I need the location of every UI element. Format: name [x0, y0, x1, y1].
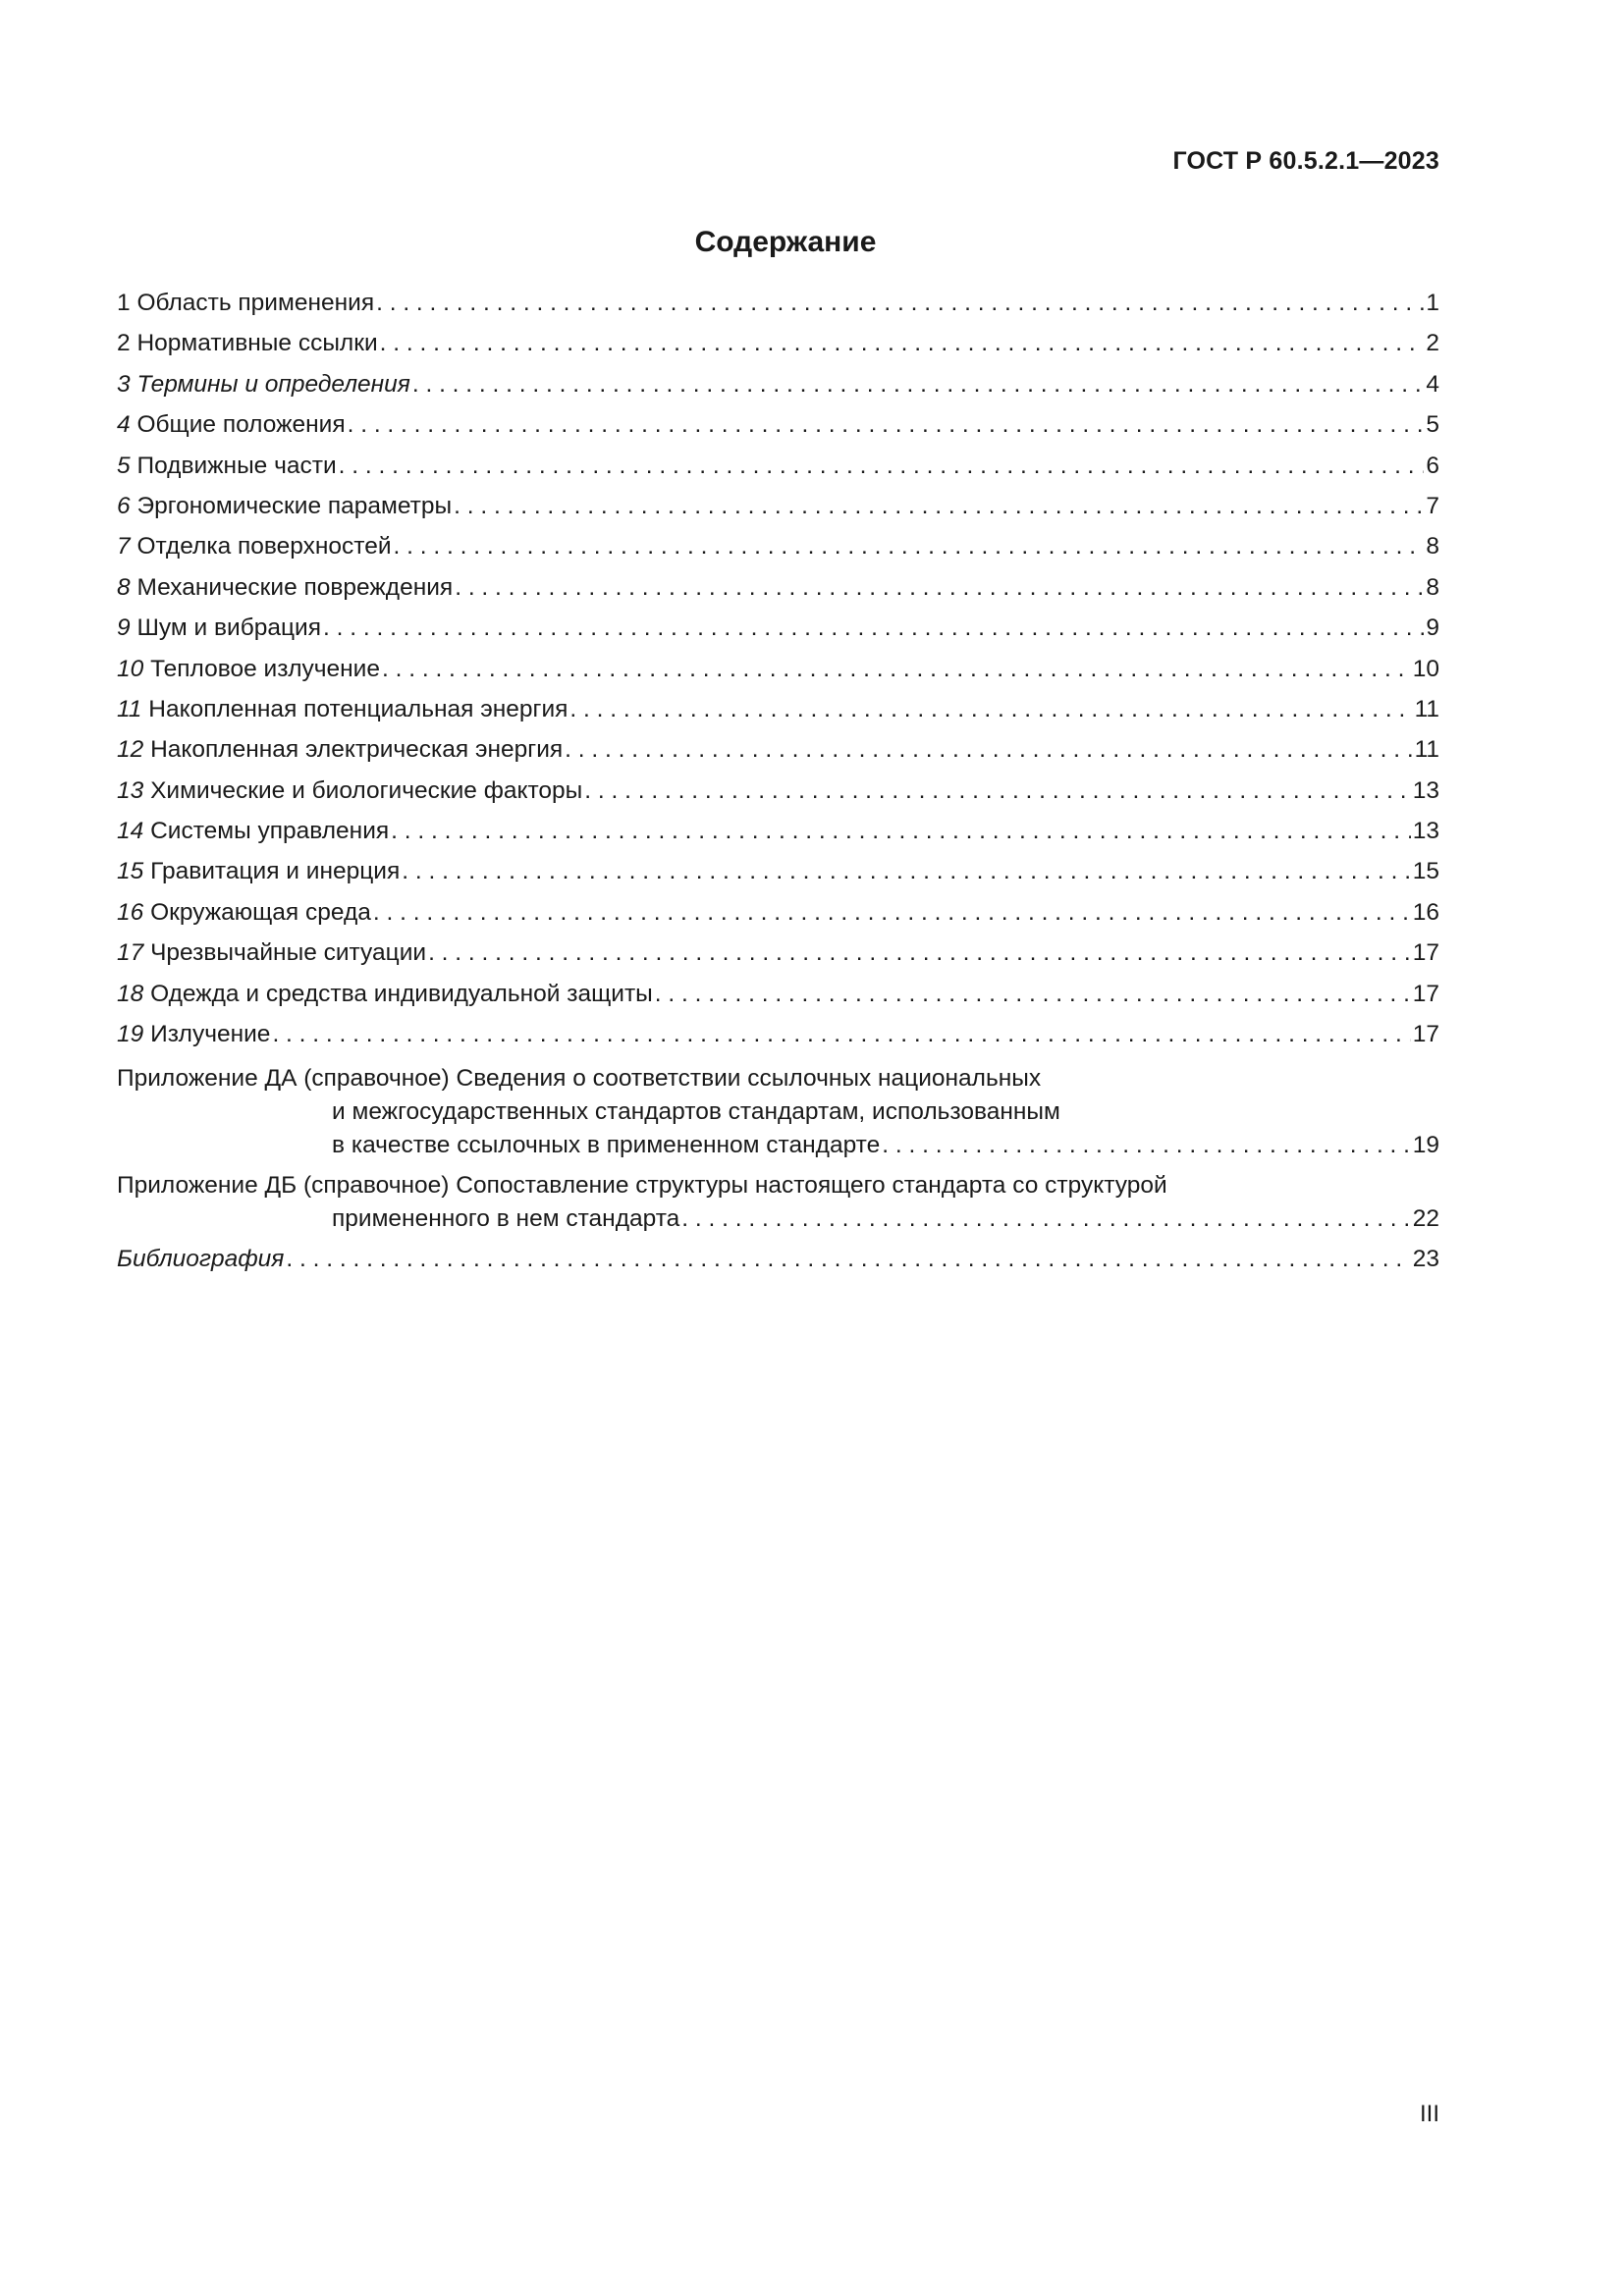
toc-entry[interactable]: [117, 653, 1439, 693]
dot-leader: [402, 855, 1411, 888]
toc-entry-text: Область применения: [136, 290, 375, 316]
toc-entry-number: 14: [117, 818, 144, 845]
toc-entry-number: 3: [117, 370, 131, 398]
toc-page-number: 17: [1412, 1021, 1439, 1048]
toc-page-number: 1: [1426, 290, 1439, 316]
appendix-last-line: [117, 1129, 1439, 1162]
dot-leader: [412, 368, 1425, 401]
toc-entry-bibliography[interactable]: [117, 1243, 1439, 1283]
toc-page-number: 23: [1412, 1246, 1439, 1273]
toc-entry-number: 6: [117, 492, 131, 519]
toc-entry-label: [117, 815, 389, 848]
dot-leader: [455, 571, 1424, 605]
toc-entry-label: [117, 896, 371, 930]
toc-entry-label: [117, 1018, 270, 1051]
toc-entry-label: [117, 653, 380, 686]
toc-page-number: 17: [1412, 939, 1439, 967]
toc-entry-label: [117, 287, 374, 320]
toc-page-number: 8: [1426, 573, 1439, 601]
toc-page-number: 19: [1412, 1132, 1439, 1159]
toc-entry[interactable]: [117, 733, 1439, 774]
dot-leader: [655, 978, 1411, 1011]
dot-leader: [380, 327, 1425, 360]
toc-entry-label: [117, 530, 392, 563]
toc-entry[interactable]: [117, 530, 1439, 570]
toc-page-number: 2: [1426, 330, 1439, 357]
toc-entry-text: Одежда и средства индивидуальной защиты: [150, 980, 653, 1007]
toc-entry-label: [117, 978, 653, 1011]
toc-entry[interactable]: [117, 815, 1439, 855]
toc-entry-appendix[interactable]: [117, 1169, 1439, 1236]
toc-entry-number: 16: [117, 898, 144, 926]
toc-entry-number: 4: [117, 411, 131, 439]
toc-entry-label: [117, 693, 568, 726]
toc-entry-label: [117, 733, 563, 767]
toc-entry-text: Нормативные ссылки: [136, 330, 378, 357]
toc-entry-appendix[interactable]: [117, 1062, 1439, 1162]
dot-leader: [454, 490, 1424, 523]
toc-entry-label: [117, 490, 452, 523]
document-code: ГОСТ Р 60.5.2.1—2023: [1172, 147, 1439, 175]
toc-entry-number: 5: [117, 452, 131, 479]
toc-entry-text: Механические повреждения: [136, 573, 454, 601]
table-of-contents: [117, 287, 1439, 1284]
toc-entry-label: [117, 612, 321, 645]
toc-entry[interactable]: [117, 1018, 1439, 1058]
dot-leader: [272, 1018, 1410, 1051]
toc-entry[interactable]: [117, 978, 1439, 1018]
toc-entry-number: 7: [117, 533, 131, 561]
toc-appendices: [117, 1062, 1439, 1236]
dot-leader: [882, 1129, 1411, 1162]
toc-entry[interactable]: [117, 450, 1439, 490]
toc-entry[interactable]: [117, 368, 1439, 408]
toc-entry-text: Гравитация и инерция: [150, 858, 401, 885]
toc-entry-number: 13: [117, 776, 144, 804]
toc-entry-label: [117, 855, 400, 888]
toc-entry-number: 2: [117, 330, 131, 357]
toc-entry-text: Отделка поверхностей: [136, 533, 392, 561]
toc-page-number: 11: [1414, 736, 1439, 764]
dot-leader: [376, 287, 1424, 320]
toc-page-number: 5: [1426, 411, 1439, 439]
toc-page-number: 15: [1412, 858, 1439, 885]
toc-entry[interactable]: [117, 571, 1439, 612]
toc-page-number: 16: [1412, 898, 1439, 926]
toc-entry-text: Системы управления: [150, 818, 390, 845]
dot-leader: [382, 653, 1411, 686]
toc-entry[interactable]: [117, 936, 1439, 977]
toc-entry-number: 10: [117, 655, 144, 682]
toc-entry-number: 18: [117, 980, 144, 1007]
dot-leader: [323, 612, 1424, 645]
dot-leader: [569, 693, 1412, 726]
toc-entry[interactable]: [117, 408, 1439, 449]
toc-entry[interactable]: [117, 855, 1439, 895]
appendix-line: Приложение ДА (справочное) Сведения о соответствии ссылочных национальных: [117, 1065, 1042, 1093]
toc-page-number: 7: [1426, 492, 1439, 519]
toc-page-number: 22: [1412, 1205, 1439, 1233]
toc-entry-text: Подвижные части: [136, 452, 337, 479]
toc-entry-label: [117, 408, 346, 442]
toc-page-number: 13: [1412, 776, 1439, 804]
toc-entry-text: Окружающая среда: [150, 898, 371, 926]
dot-leader: [565, 733, 1412, 767]
toc-entry[interactable]: [117, 612, 1439, 652]
toc-page-number: 6: [1426, 452, 1439, 479]
toc-entry[interactable]: [117, 774, 1439, 815]
toc-entry-number: 17: [117, 939, 144, 967]
toc-entry[interactable]: [117, 896, 1439, 936]
toc-entry[interactable]: [117, 287, 1439, 327]
appendix-line: в качестве ссылочных в примененном стандарте: [332, 1132, 881, 1159]
appendix-line: Приложение ДБ (справочное) Сопоставление структуры настоящего стандарта со структурой: [117, 1172, 1167, 1200]
toc-entry-text: Накопленная электрическая энергия: [150, 736, 564, 764]
dot-leader: [286, 1243, 1410, 1276]
dot-leader: [681, 1202, 1410, 1236]
dot-leader: [348, 408, 1425, 442]
toc-page-number: 10: [1412, 655, 1439, 682]
toc-entry-number: 1: [117, 290, 131, 316]
toc-entry-label: [117, 571, 453, 605]
toc-entry[interactable]: [117, 327, 1439, 367]
toc-entry-number: 9: [117, 614, 131, 642]
toc-page-number: 11: [1414, 695, 1439, 722]
toc-entry-text: Термины и определения: [136, 370, 410, 398]
dot-leader: [339, 450, 1425, 483]
appendix-line: и межгосударственных стандартов стандартам, использованным: [332, 1098, 1060, 1126]
toc-entry[interactable]: [117, 490, 1439, 530]
toc-entry-number: 19: [117, 1021, 144, 1048]
toc-entry-text: Накопленная потенциальная энергия: [148, 695, 568, 722]
toc-page-number: 9: [1426, 614, 1439, 642]
toc-entry-label: [117, 774, 582, 808]
toc-entry-number: 8: [117, 573, 131, 601]
toc-entry-text: Общие положения: [136, 411, 346, 439]
toc-entry-label: [117, 368, 410, 401]
toc-entry-number: 15: [117, 858, 144, 885]
toc-entry-text: Тепловое излучение: [150, 655, 380, 682]
toc-entry-label: [117, 450, 337, 483]
toc-page-number: 17: [1412, 980, 1439, 1007]
appendix-last-line: [117, 1202, 1439, 1236]
toc-title: Содержание: [694, 226, 877, 258]
page-folio: III: [1419, 2101, 1439, 2127]
toc-page-number: 13: [1412, 818, 1439, 845]
toc-entry-label: [117, 327, 378, 360]
toc-entry-text: Чрезвычайные ситуации: [150, 939, 427, 967]
toc-entry-number: 11: [117, 695, 142, 722]
dot-leader: [391, 815, 1411, 848]
toc-page-number: 4: [1426, 370, 1439, 398]
dot-leader: [373, 896, 1411, 930]
toc-entry-label: [117, 936, 426, 970]
toc-entry-number: 12: [117, 736, 144, 764]
toc-entries: [117, 287, 1439, 1058]
toc-page-number: 8: [1426, 533, 1439, 561]
toc-entry-text: Эргономические параметры: [136, 492, 453, 519]
appendix-line: примененного в нем стандарта: [332, 1205, 680, 1233]
dot-leader: [428, 936, 1411, 970]
dot-leader: [584, 774, 1410, 808]
toc-entry-text: Излучение: [150, 1021, 271, 1048]
dot-leader: [394, 530, 1425, 563]
toc-entry-text: Шум и вибрация: [136, 614, 321, 642]
toc-entry-text: Библиография: [117, 1246, 285, 1273]
toc-entry-text: Химические и биологические факторы: [150, 776, 583, 804]
toc-entry[interactable]: [117, 693, 1439, 733]
